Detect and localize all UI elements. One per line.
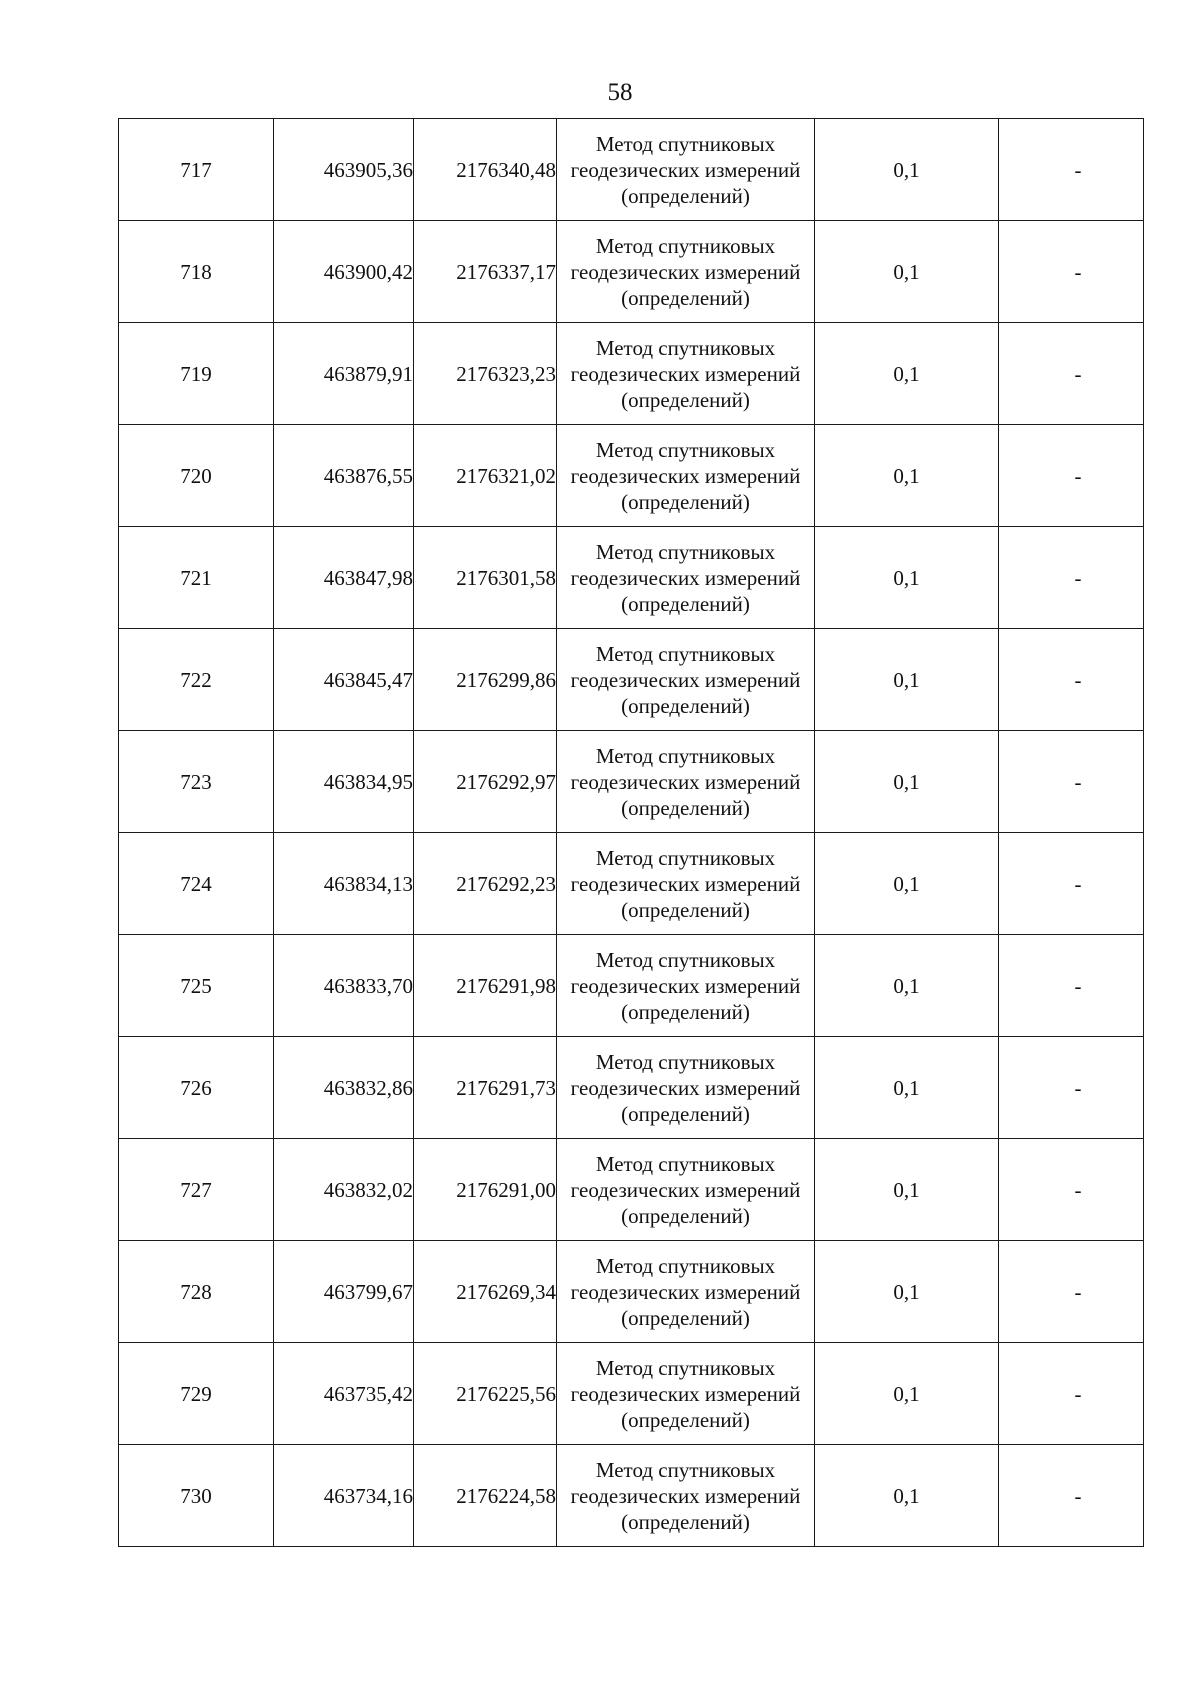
note-value: - [1074, 157, 1082, 182]
point-number-cell: 725 [119, 935, 274, 1037]
method-cell [557, 119, 815, 221]
method-line: Метод спутниковых [595, 335, 776, 360]
y-coordinate-cell: 2176269,34 [414, 1241, 557, 1343]
accuracy-cell: 0,1 [815, 1241, 999, 1343]
note-value: - [1074, 1483, 1082, 1508]
y-coordinate-cell: 2176337,17 [414, 221, 557, 323]
point-number-cell: 729 [119, 1343, 274, 1445]
note-value: - [1074, 871, 1082, 896]
method-line: геодезических измерений [570, 463, 801, 488]
method-cell [557, 1139, 815, 1241]
accuracy-cell: 0,1 [815, 425, 999, 527]
x-coordinate-cell: 463832,86 [274, 1037, 414, 1139]
note-cell [999, 425, 1144, 527]
note-cell [999, 1343, 1144, 1445]
accuracy-cell: 0,1 [815, 1037, 999, 1139]
method-line: Метод спутниковых [595, 1355, 776, 1380]
table-row [119, 1445, 1144, 1547]
x-coordinate-cell: 463845,47 [274, 629, 414, 731]
note-cell [999, 1139, 1144, 1241]
x-coordinate-cell: 463832,02 [274, 1139, 414, 1241]
method-line: Метод спутниковых [595, 947, 776, 972]
x-coordinate-cell: 463834,13 [274, 833, 414, 935]
y-coordinate-cell: 2176301,58 [414, 527, 557, 629]
table-row [119, 323, 1144, 425]
y-coordinate-cell: 2176340,48 [414, 119, 557, 221]
method-line: Метод спутниковых [595, 437, 776, 462]
method-line: Метод спутниковых [595, 1049, 776, 1074]
method-cell [557, 425, 815, 527]
table-row [119, 1241, 1144, 1343]
note-cell [999, 221, 1144, 323]
table-row [119, 1037, 1144, 1139]
method-line: геодезических измерений [570, 1279, 801, 1304]
method-line: геодезических измерений [570, 1177, 801, 1202]
method-line: геодезических измерений [570, 157, 801, 182]
x-coordinate-cell: 463734,16 [274, 1445, 414, 1547]
x-coordinate-cell: 463735,42 [274, 1343, 414, 1445]
point-number-cell: 724 [119, 833, 274, 935]
table-row [119, 425, 1144, 527]
method-line: геодезических измерений [570, 1483, 801, 1508]
table-row [119, 1139, 1144, 1241]
x-coordinate-cell: 463876,55 [274, 425, 414, 527]
table-row [119, 119, 1144, 221]
point-number-cell: 728 [119, 1241, 274, 1343]
y-coordinate-cell: 2176292,97 [414, 731, 557, 833]
y-coordinate-cell: 2176291,73 [414, 1037, 557, 1139]
accuracy-cell: 0,1 [815, 119, 999, 221]
accuracy-cell: 0,1 [815, 1445, 999, 1547]
method-line: (определений) [621, 1305, 750, 1330]
method-line: геодезических измерений [570, 667, 801, 692]
y-coordinate-cell: 2176291,98 [414, 935, 557, 1037]
method-line: Метод спутниковых [595, 131, 776, 156]
method-line: (определений) [621, 999, 750, 1024]
y-coordinate-cell: 2176323,23 [414, 323, 557, 425]
method-line: геодезических измерений [570, 361, 801, 386]
method-line: геодезических измерений [570, 1381, 801, 1406]
point-number-cell: 722 [119, 629, 274, 731]
y-coordinate-cell: 2176321,02 [414, 425, 557, 527]
method-line: геодезических измерений [570, 871, 801, 896]
y-coordinate-cell: 2176299,86 [414, 629, 557, 731]
x-coordinate-cell: 463879,91 [274, 323, 414, 425]
note-cell [999, 1241, 1144, 1343]
table-row [119, 731, 1144, 833]
note-cell [999, 1037, 1144, 1139]
method-line: (определений) [621, 1407, 750, 1432]
method-line: (определений) [621, 693, 750, 718]
note-value: - [1074, 1075, 1082, 1100]
method-cell [557, 527, 815, 629]
note-value: - [1074, 463, 1082, 488]
table-row [119, 833, 1144, 935]
note-cell [999, 935, 1144, 1037]
note-value: - [1074, 565, 1082, 590]
note-value: - [1074, 1177, 1082, 1202]
table-row [119, 1343, 1144, 1445]
note-cell [999, 1445, 1144, 1547]
accuracy-cell: 0,1 [815, 1343, 999, 1445]
point-number-cell: 727 [119, 1139, 274, 1241]
method-line: геодезических измерений [570, 565, 801, 590]
method-cell [557, 731, 815, 833]
x-coordinate-cell: 463900,42 [274, 221, 414, 323]
note-value: - [1074, 973, 1082, 998]
table-row [119, 935, 1144, 1037]
method-line: Метод спутниковых [595, 233, 776, 258]
accuracy-cell: 0,1 [815, 935, 999, 1037]
point-number-cell: 726 [119, 1037, 274, 1139]
method-line: геодезических измерений [570, 973, 801, 998]
table-row [119, 629, 1144, 731]
note-cell [999, 119, 1144, 221]
point-number-cell: 723 [119, 731, 274, 833]
accuracy-cell: 0,1 [815, 221, 999, 323]
method-cell [557, 323, 815, 425]
point-number-cell: 717 [119, 119, 274, 221]
x-coordinate-cell: 463847,98 [274, 527, 414, 629]
method-line: Метод спутниковых [595, 743, 776, 768]
method-line: (определений) [621, 489, 750, 514]
note-cell [999, 731, 1144, 833]
note-cell [999, 323, 1144, 425]
x-coordinate-cell: 463905,36 [274, 119, 414, 221]
accuracy-cell: 0,1 [815, 1139, 999, 1241]
method-cell [557, 629, 815, 731]
point-number-cell: 720 [119, 425, 274, 527]
method-line: геодезических измерений [570, 1075, 801, 1100]
note-cell [999, 629, 1144, 731]
accuracy-cell: 0,1 [815, 323, 999, 425]
method-line: (определений) [621, 1203, 750, 1228]
note-value: - [1074, 259, 1082, 284]
point-number-cell: 721 [119, 527, 274, 629]
coordinates-table-body [119, 119, 1144, 1547]
y-coordinate-cell: 2176292,23 [414, 833, 557, 935]
accuracy-cell: 0,1 [815, 731, 999, 833]
coordinates-table [118, 118, 1144, 1547]
method-cell [557, 1037, 815, 1139]
point-number-cell: 719 [119, 323, 274, 425]
method-line: Метод спутниковых [595, 1457, 776, 1482]
method-line: Метод спутниковых [595, 845, 776, 870]
table-row [119, 221, 1144, 323]
x-coordinate-cell: 463834,95 [274, 731, 414, 833]
note-value: - [1074, 1381, 1082, 1406]
point-number-cell: 730 [119, 1445, 274, 1547]
table-row [119, 527, 1144, 629]
y-coordinate-cell: 2176291,00 [414, 1139, 557, 1241]
note-value: - [1074, 667, 1082, 692]
method-cell [557, 1445, 815, 1547]
method-line: (определений) [621, 1509, 750, 1534]
page-number: 58 [607, 79, 633, 106]
note-value: - [1074, 1279, 1082, 1304]
method-line: геодезических измерений [570, 259, 801, 284]
accuracy-cell: 0,1 [815, 833, 999, 935]
accuracy-cell: 0,1 [815, 527, 999, 629]
method-line: (определений) [621, 591, 750, 616]
method-line: Метод спутниковых [595, 1253, 776, 1278]
method-line: (определений) [621, 285, 750, 310]
method-line: Метод спутниковых [595, 1151, 776, 1176]
point-number-cell: 718 [119, 221, 274, 323]
method-cell [557, 833, 815, 935]
method-line: (определений) [621, 387, 750, 412]
y-coordinate-cell: 2176224,58 [414, 1445, 557, 1547]
coordinates-table-container [118, 118, 1143, 1547]
method-line: (определений) [621, 1101, 750, 1126]
note-value: - [1074, 769, 1082, 794]
method-cell [557, 935, 815, 1037]
method-line: (определений) [621, 897, 750, 922]
method-line: (определений) [621, 183, 750, 208]
x-coordinate-cell: 463833,70 [274, 935, 414, 1037]
note-value: - [1074, 361, 1082, 386]
method-line: Метод спутниковых [595, 641, 776, 666]
method-cell [557, 221, 815, 323]
method-cell [557, 1343, 815, 1445]
method-line: (определений) [621, 795, 750, 820]
x-coordinate-cell: 463799,67 [274, 1241, 414, 1343]
y-coordinate-cell: 2176225,56 [414, 1343, 557, 1445]
note-cell [999, 833, 1144, 935]
note-cell [999, 527, 1144, 629]
method-line: геодезических измерений [570, 769, 801, 794]
accuracy-cell: 0,1 [815, 629, 999, 731]
method-line: Метод спутниковых [595, 539, 776, 564]
method-cell [557, 1241, 815, 1343]
